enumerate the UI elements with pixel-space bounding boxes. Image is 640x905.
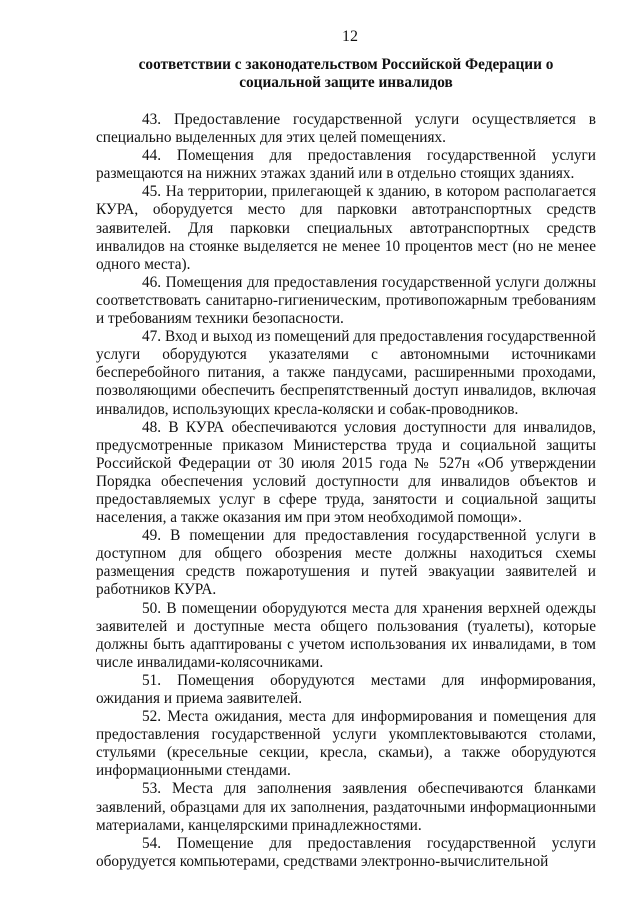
paragraph-45: 45. На территории, прилегающей к зданию, в котором располагается КУРА, оборудуется место для парковки автотранспортных средств заявителей. Для парковки специальных автотранспортных средств инвалидов на стоянке выделяется не менее 10 процентов мест (но не менее одного места). — [96, 183, 596, 273]
paragraph-50: 50. В помещении оборудуются места для хранения верхней одежды заявителей и доступные места общего пользования (туалеты), которые должны быть адаптированы с учетом использования их инвалидами, в том числе инвалидами-колясочниками. — [96, 599, 596, 671]
document-page — [96, 28, 596, 871]
paragraph-52: 52. Места ожидания, места для информирования и помещения для предоставления государственной услуги укомплектовываются столами, стульями (кресельные секции, кресла, скамьи), а также оборудуются информационными стендами. — [96, 708, 596, 780]
paragraph-53: 53. Места для заполнения заявления обеспечиваются бланками заявлений, образцами для их заполнения, раздаточными информационными материалами, канцелярскими принадлежностями. — [96, 780, 596, 834]
paragraph-48: 48. В КУРА обеспечиваются условия доступности для инвалидов, предусмотренные приказом Министерства труда и социальной защиты Российской Федерации от 30 июля 2015 года № 527н «Об утверждении Порядка обеспечения условий доступности для инвалидов объектов и предоставляемых услуг в сфере труда, занятости и социальной защиты населения, а также оказания им при этом необходимой помощи». — [96, 418, 596, 527]
paragraph-49: 49. В помещении для предоставления государственной услуги в доступном для общего обозрения месте должны находиться схемы размещения средств пожаротушения и путей эвакуации заявителей и работников КУРА. — [96, 527, 596, 599]
paragraph-43: 43. Предоставление государственной услуги осуществляется в специально выделенных для этих целей помещениях. — [96, 111, 596, 147]
paragraph-51: 51. Помещения оборудуются местами для информирования, ожидания и приема заявителей. — [96, 671, 596, 707]
paragraph-47: 47. Вход и выход из помещений для предоставления государственной услуги оборудуются указателями с автономными источниками бесперебойного питания, а также пандусами, расширенными проходами, позволяющими обеспечить беспрепятственный доступ инвалидов, включая инвалидов, использующих кресла-коляски и собак-проводников. — [96, 328, 596, 418]
document-body — [96, 111, 596, 871]
paragraph-54: 54. Помещение для предоставления государственной услуги оборудуется компьютерами, средствами электронно-вычислительной — [96, 834, 596, 870]
paragraph-44: 44. Помещения для предоставления государственной услуги размещаются на нижних этажах зданий или в отдельно стоящих зданиях. — [96, 147, 596, 183]
paragraph-46: 46. Помещения для предоставления государственной услуги должны соответствовать санитарно-гигиеническим, противопожарным требованиям и требованиям техники безопасности. — [96, 273, 596, 328]
page-number: 12 — [342, 28, 358, 45]
section-heading: соответствии с законодательством Российской Федерации о социальной защите инвалидов — [138, 56, 554, 91]
